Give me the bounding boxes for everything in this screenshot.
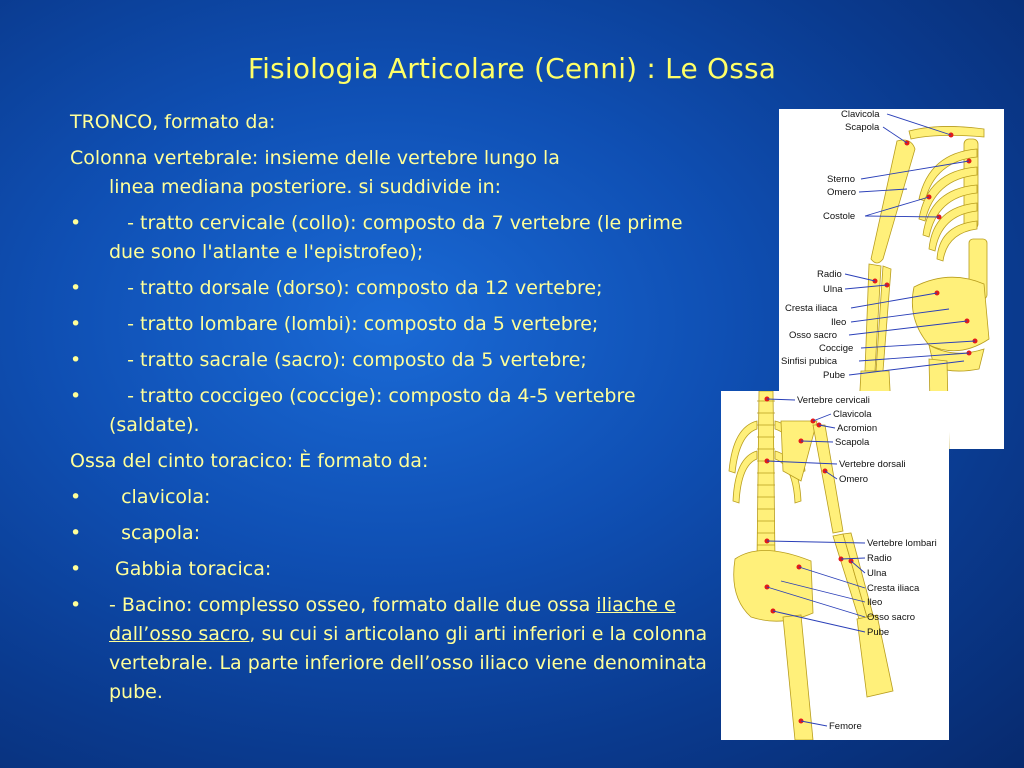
bullet-item (70, 346, 710, 375)
svg-text:Cresta iliaca: Cresta iliaca (867, 583, 920, 594)
paragraph-colonna (70, 144, 710, 202)
bullet-dot: • (70, 349, 82, 371)
svg-text:Clavicola: Clavicola (833, 409, 872, 420)
svg-text:Vertebre lombari: Vertebre lombari (867, 538, 937, 549)
svg-text:Coccige: Coccige (819, 343, 854, 354)
bullet-dot: • (70, 522, 82, 544)
svg-text:Omero: Omero (839, 474, 869, 485)
bullet-item (70, 310, 710, 339)
bullet-item (70, 382, 710, 440)
svg-text:Pube: Pube (867, 627, 890, 638)
bullet-dot: • (70, 385, 82, 407)
bullet-dot: • (70, 594, 82, 616)
bullet-text: - tratto lombare (lombi): composto da 5 vertebre; (109, 313, 599, 335)
bullet-text: - tratto coccigeo (coccige): composto da 4-5 vertebre (saldate). (109, 385, 642, 436)
bullet-dot: • (70, 313, 82, 335)
bullet-item (70, 483, 710, 512)
skeleton-back-drawing (721, 391, 949, 740)
svg-text:Omero: Omero (827, 187, 857, 198)
bacino-underlined-text: iliache e dall’osso sacro (109, 594, 676, 645)
slide-body (70, 108, 710, 714)
svg-text:Acromion: Acromion (837, 423, 878, 434)
bullet-item (70, 555, 710, 584)
colonna-line1: Colonna vertebrale: insieme delle vertebre lungo la (70, 147, 560, 169)
svg-text:Pube: Pube (823, 370, 846, 381)
svg-text:Scapola: Scapola (835, 437, 870, 448)
bullet-text: - tratto dorsale (dorso): composto da 12 vertebre; (109, 277, 603, 299)
bullet-text: clavicola: (109, 486, 211, 508)
bullet-text: - tratto sacrale (sacro): composto da 5 vertebre; (109, 349, 587, 371)
svg-text:Osso sacro: Osso sacro (867, 612, 916, 623)
svg-text:Clavicola: Clavicola (841, 109, 880, 120)
bullet-dot: • (70, 486, 82, 508)
bullet-item (70, 274, 710, 303)
front-labels (781, 109, 880, 381)
svg-text:Vertebre cervicali: Vertebre cervicali (797, 395, 870, 406)
bullet-text: - tratto cervicale (collo): composto da 7 vertebre (le prime due sono l'atlante e l'epistrofeo); (109, 212, 689, 263)
svg-text:Ileo: Ileo (831, 317, 847, 328)
skeleton-back-image (721, 391, 949, 740)
colonna-line2: linea mediana posteriore. si suddivide in: (109, 176, 502, 198)
bacino-text-pre: - Bacino: complesso osseo, formato dalle due ossa (109, 594, 597, 616)
bacino-text-post: , su cui si articolano gli arti inferiori e la colonna vertebrale. La parte inferiore dell’osso iliaco viene denominata pube. (109, 623, 708, 703)
svg-text:Sterno: Sterno (827, 174, 855, 185)
slide-title: Fisiologia Articolare (Cenni) : Le Ossa (247, 52, 777, 85)
bullet-text: Gabbia toracica: (109, 558, 272, 580)
svg-text:Scapola: Scapola (845, 122, 880, 133)
svg-text:Ulna: Ulna (823, 284, 843, 295)
svg-text:Ulna: Ulna (867, 568, 887, 579)
bullet-item-bacino (70, 591, 710, 707)
paragraph-cinto: Ossa del cinto toracico: È formato da: (70, 450, 429, 472)
svg-text:Sinfisi pubica: Sinfisi pubica (781, 356, 837, 367)
svg-text:Vertebre dorsali: Vertebre dorsali (839, 459, 906, 470)
paragraph-tronco: TRONCO, formato da: (70, 111, 276, 133)
bullet-item (70, 519, 710, 548)
bullet-dot: • (70, 277, 82, 299)
bullet-item (70, 209, 710, 267)
svg-text:Radio: Radio (867, 553, 892, 564)
bullet-dot: • (70, 212, 82, 234)
svg-text:Costole: Costole (823, 211, 856, 222)
svg-text:Cresta iliaca: Cresta iliaca (785, 303, 838, 314)
svg-text:Osso sacro: Osso sacro (789, 330, 838, 341)
svg-text:Radio: Radio (817, 269, 842, 280)
bullet-dot: • (70, 558, 82, 580)
svg-text:Ileo: Ileo (867, 597, 883, 608)
svg-text:Femore: Femore (829, 721, 862, 732)
bullet-text: scapola: (109, 522, 201, 544)
